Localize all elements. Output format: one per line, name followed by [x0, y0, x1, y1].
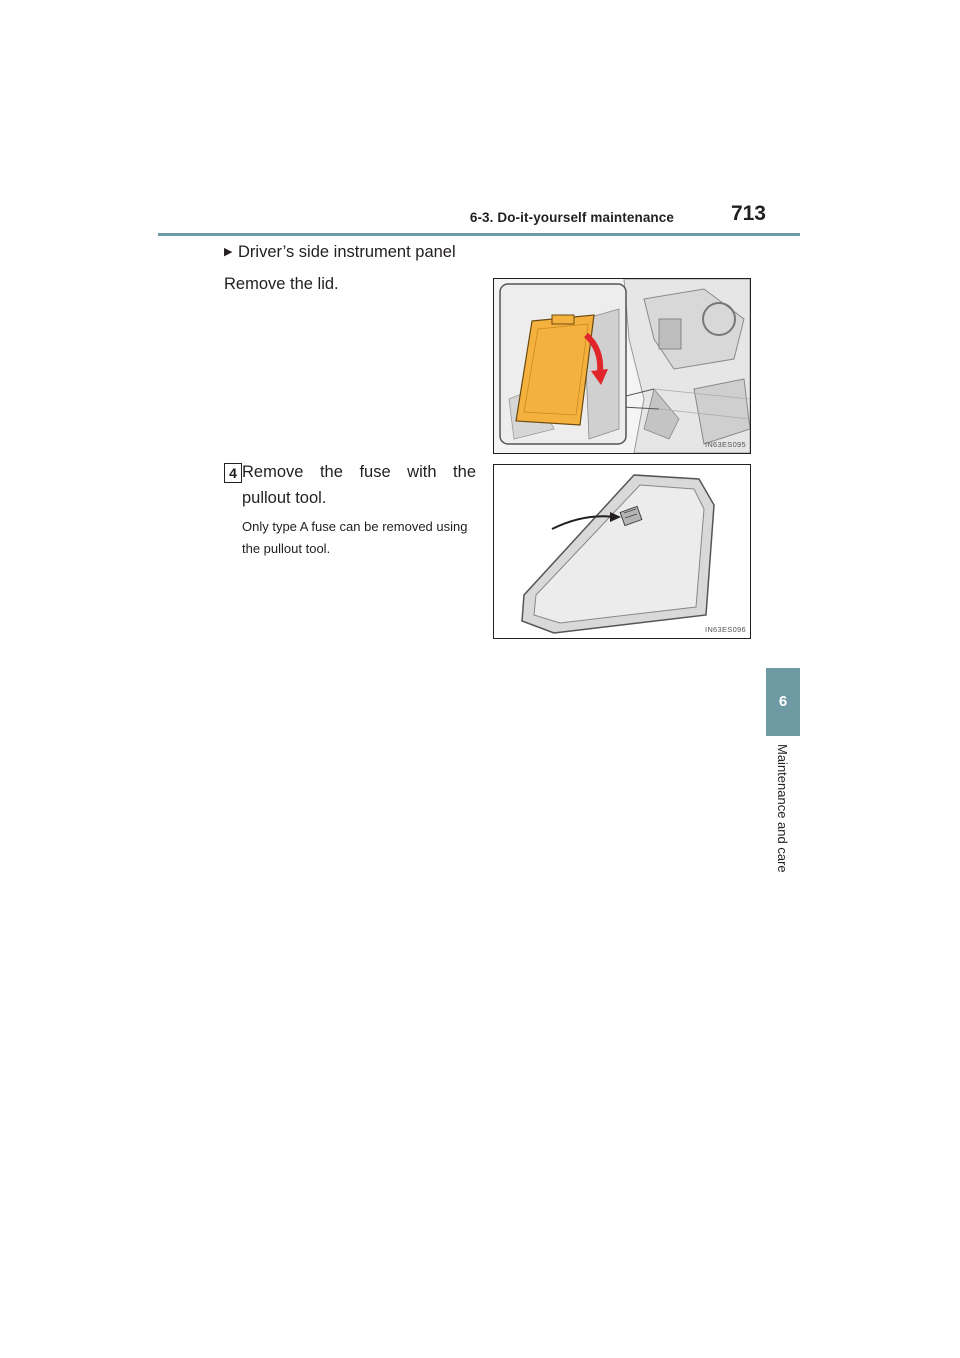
bullet-heading-text: Driver’s side instrument panel — [238, 243, 456, 261]
instruction-remove-lid: Remove the lid. — [224, 275, 339, 293]
figure-pullout-tool — [493, 464, 751, 639]
step-instruction: Remove the fuse with the pullout tool. — [242, 463, 476, 507]
step-note: Only type A fuse can be removed using the pullout tool. — [242, 519, 468, 556]
figure-code: IN63ES096 — [704, 625, 746, 634]
bullet-heading — [224, 243, 456, 262]
pullout-tool-illustration — [494, 465, 750, 638]
step-number-badge: 4 — [224, 463, 242, 483]
chapter-label-text: Maintenance and care — [775, 744, 790, 873]
chapter-label — [774, 744, 794, 884]
figure-lid-removal — [493, 278, 751, 454]
chapter-tab: 6 — [766, 668, 800, 736]
page-number: 713 — [730, 202, 766, 225]
figure-code: IN63ES095 — [704, 440, 746, 449]
triangle-bullet-icon: ▶ — [224, 246, 233, 258]
section-title: 6-3. Do-it-yourself maintenance — [469, 210, 674, 225]
header-rule — [158, 233, 800, 236]
lid-removal-illustration — [494, 279, 750, 453]
